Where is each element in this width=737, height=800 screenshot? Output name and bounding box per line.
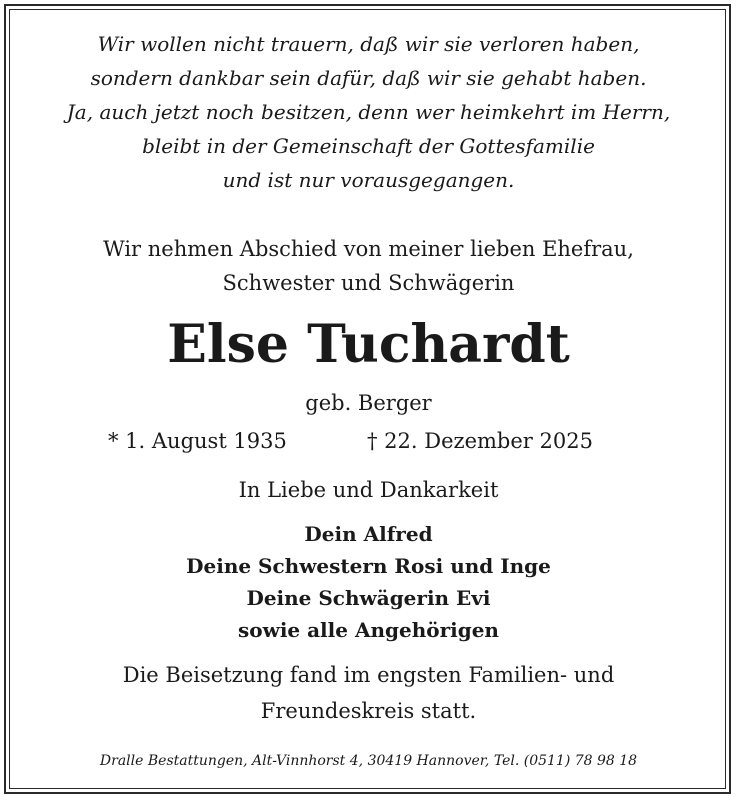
mourner: Deine Schwägerin Evi — [246, 586, 491, 610]
verse-line: und ist nur vorausgegangen. — [222, 168, 515, 192]
intro-line: Schwester und Schwägerin — [222, 271, 515, 295]
farewell-intro — [0, 232, 737, 300]
verse-line: Wir wollen nicht trauern, daß wir sie verloren haben, — [97, 32, 640, 56]
burial-notice — [0, 657, 737, 729]
verse-line: sondern dankbar sein dafür, daß wir sie gehabt haben. — [90, 66, 647, 90]
mourner: Deine Schwestern Rosi und Inge — [186, 554, 551, 578]
verse-line: bleibt in der Gemeinschaft der Gottesfamilie — [142, 134, 595, 158]
burial-line: Die Beisetzung fand im engsten Familien- und — [122, 663, 615, 687]
memorial-verse — [0, 27, 737, 197]
closing-phrase: In Liebe und Dankarkeit — [238, 478, 499, 502]
birth-date: * 1. August 1935 — [108, 429, 287, 453]
mourner: sowie alle Angehörigen — [238, 618, 499, 642]
mourners-list — [0, 518, 737, 646]
burial-line: Freundeskreis statt. — [260, 699, 477, 723]
intro-line: Wir nehmen Abschied von meiner lieben Ehefrau, — [103, 237, 634, 261]
verse-line: Ja, auch jetzt noch besitzen, denn wer heimkehrt im Herrn, — [66, 100, 671, 124]
deceased-name: Else Tuchardt — [167, 314, 570, 375]
death-date: † 22. Dezember 2025 — [367, 429, 593, 453]
funeral-home-footer: Dralle Bestattungen, Alt-Vinnhorst 4, 30419 Hannover, Tel. (0511) 78 98 18 — [99, 753, 638, 769]
maiden-name: geb. Berger — [305, 391, 432, 415]
mourner: Dein Alfred — [304, 522, 433, 546]
